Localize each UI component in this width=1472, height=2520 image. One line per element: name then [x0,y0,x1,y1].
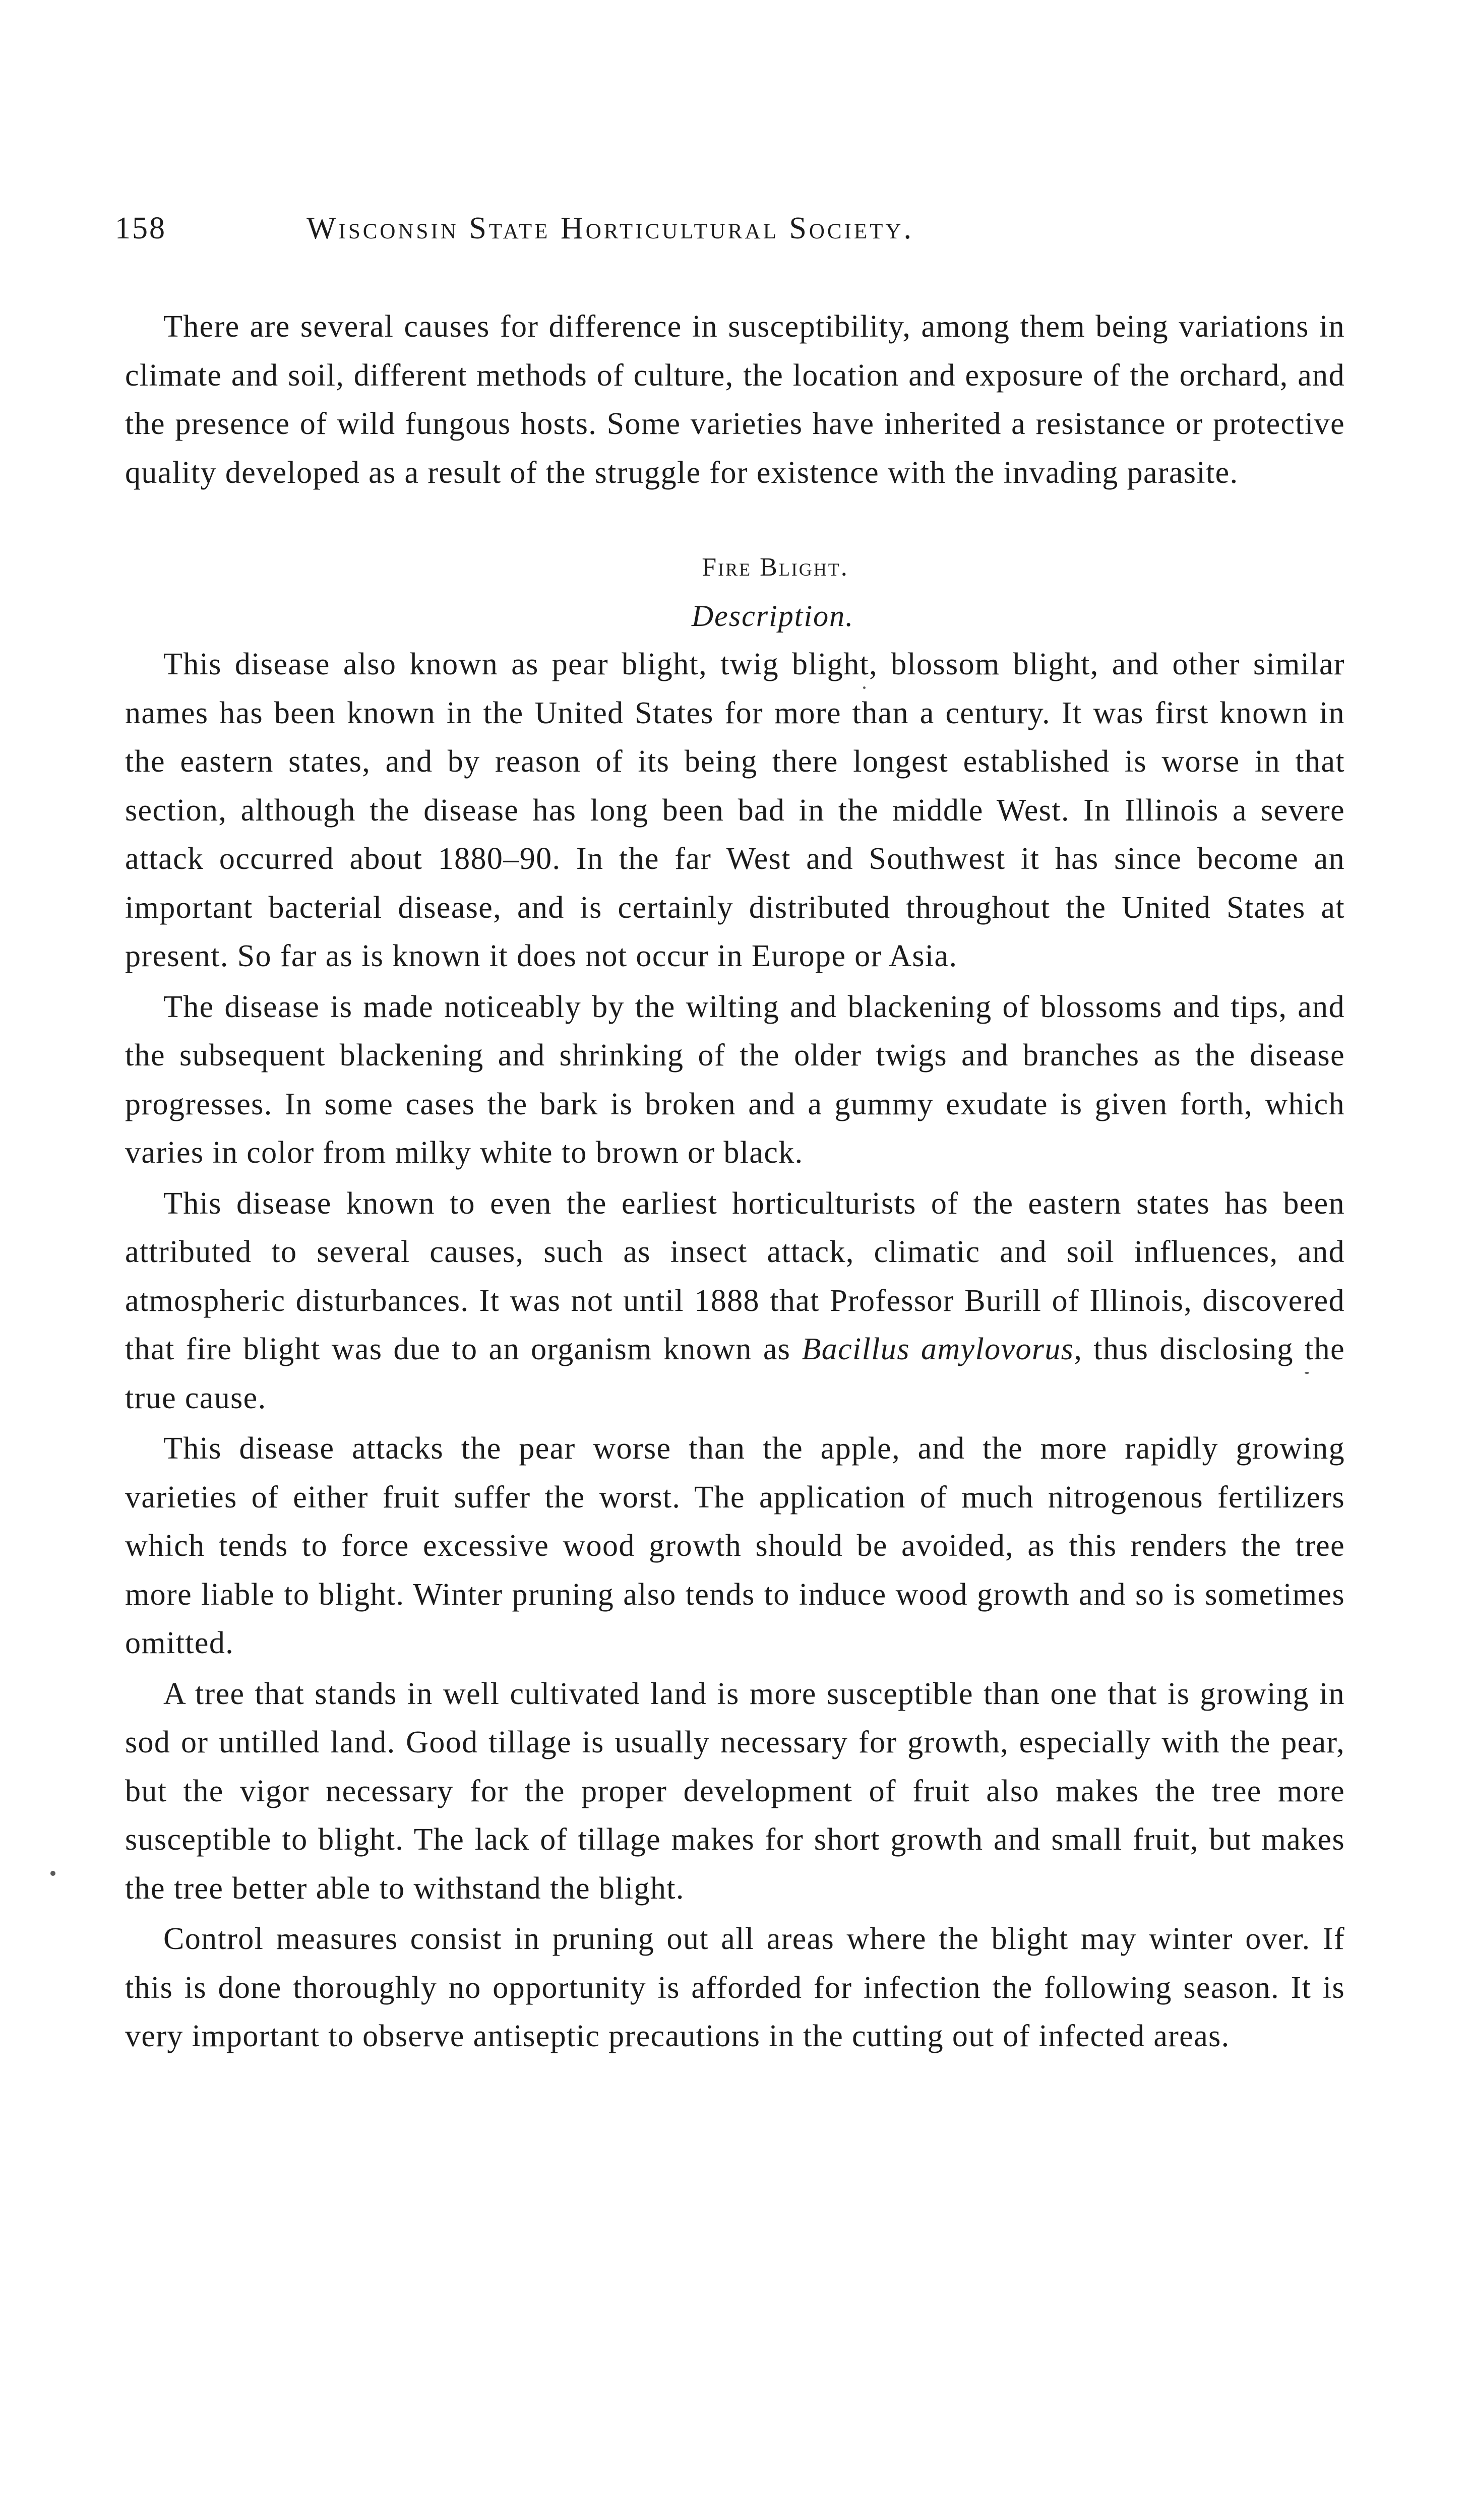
organism-name: Bacillus amylovorus [802,1332,1074,1366]
page-number: 158 [115,211,166,245]
page-header [115,211,1148,261]
print-speck [50,1871,55,1876]
paragraph-tillage: A tree that stands in well cultivated land is more susceptible than one that is growing in sod or untilled land. Good tillage is usually necessary for growth, especially with the pear, but the vigor necessary for the proper development of fruit also makes the tree more susceptible to blight. The lack of tillage makes for short growth and small fruit, but makes the tree better able to withstand the blight. [125,1676,1345,1906]
page-body [125,302,1345,2061]
cause-text-after: , thus disclosing the true cause. [125,1332,1345,1415]
paragraph-control: Control measures consist in pruning out all areas where the blight may winter over. If this is done thoroughly no opportunity is afforded for infection the following season. It is very important to observe antiseptic precautions in the cutting out of infected areas. [125,1922,1345,2053]
running-head: Wisconsin State Horticultural Society. [306,211,914,245]
cause-text-before: This disease known to even the earliest horticulturists of the eastern states has been attributed to several causes, such as insect attack, climatic and soil influences, and atmospheric disturbances. It was not until 1888 that Professor Burill of Illinois, discovered that fire blight was due to an organism known as [125,1186,1345,1366]
section-subtitle: Description. [691,599,854,633]
print-speck [1305,1372,1309,1374]
paragraph-symptoms: The disease is made noticeably by the wilting and blackening of blossoms and tips, and the subsequent blackening and shrinking of the older twigs and branches as the disease progresses. In some cases the bark is broken and a gummy exudate is given forth, which varies in color from milky white to brown or black. [125,989,1345,1170]
paragraph-cause [125,1179,1345,1423]
intro-paragraph: There are several causes for difference in susceptibility, among them being variations in climate and soil, different methods of culture, the location and exposure of the orchard, and the presence of wild fungous hosts. Some varieties have inherited a resistance or protective quality developed as a result of the struggle for existence with the invading parasite. [125,309,1345,490]
section-title: Fire Blight. [702,553,849,582]
paragraph-susceptibility: This disease attacks the pear worse than the apple, and the more rapidly growing varieties of either fruit suffer the worst. The application of much nitrogenous fertilizers which tends to force excessive wood growth should be avoided, as this renders the tree more liable to blight. Winter pruning also tends to induce wood growth and so is sometimes omitted. [125,1431,1345,1660]
print-speck [863,686,866,689]
paragraph-history: This disease also known as pear blight, twig blight, blossom blight, and other similar names has been known in the United States for more than a century. It was first known in the eastern states, and by reason of its being there longest established is worse in that section, although the disease has long been bad in the middle West. In Illinois a severe attack occurred about 1880–90. In the far West and Southwest it has since become an important bacterial disease, and is certainly distributed throughout the United States at present. So far as is known it does not occur in Europe or Asia. [125,647,1345,973]
